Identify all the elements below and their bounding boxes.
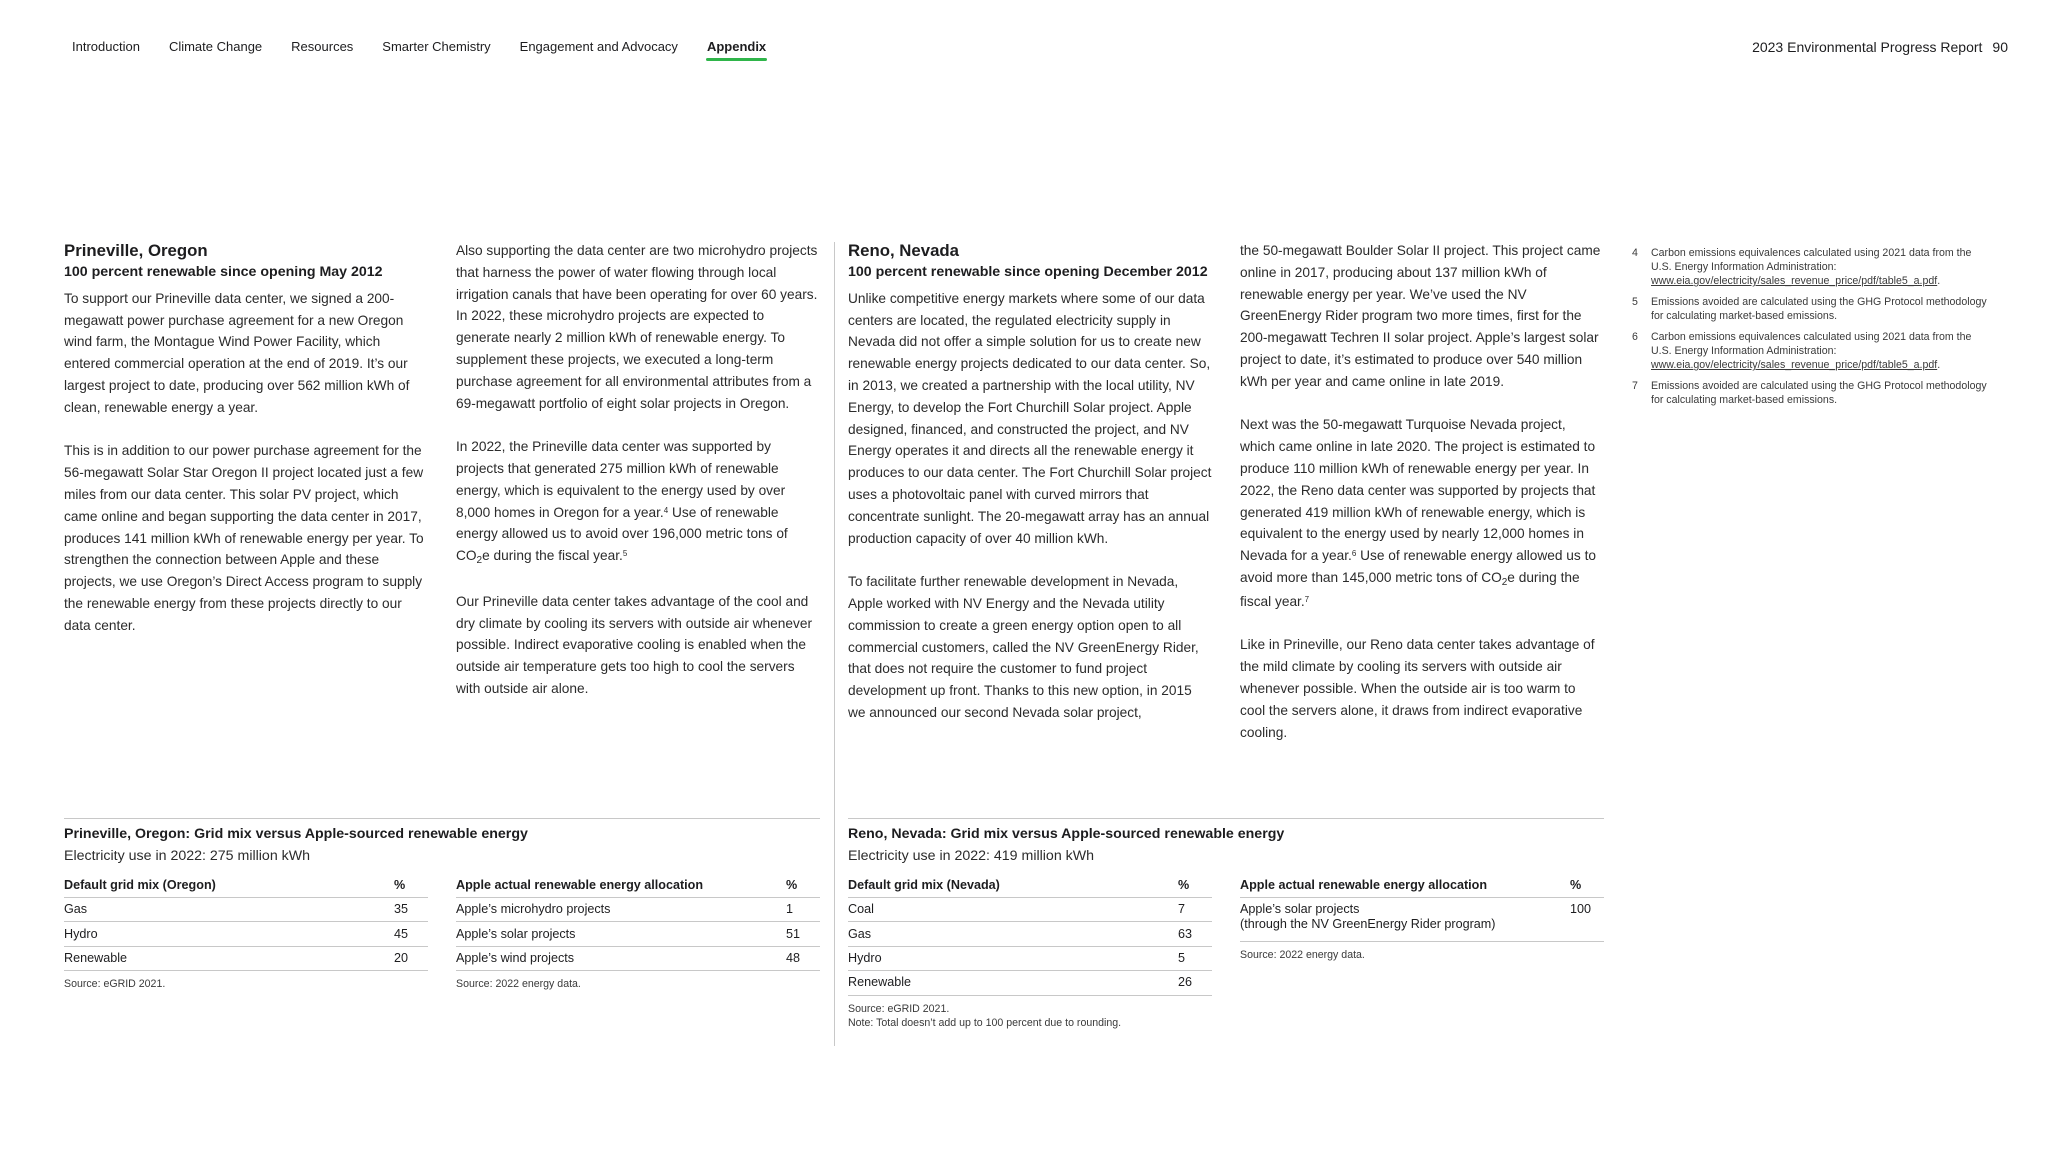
table-row [1240,898,1604,942]
row-label: Apple’s solar projects [456,926,576,941]
text-run: Use of renewable energy allowed us to avoid over 196,000 metric tons of CO [456,504,788,564]
source-line: Source: eGRID 2021. [848,1002,950,1015]
row-label: Hydro [848,950,882,965]
prineville-subheading: 100 percent renewable since opening May 2012 [64,264,383,280]
eia-link[interactable]: www.eia.gov/electricity/sales_revenue_price/pdf/table5_a.pdf [1651,359,1938,371]
top-nav [72,38,795,64]
footnote-text [1651,330,1992,372]
prineville-table-title: Prineville, Oregon: Grid mix versus Apple-sourced renewable energy [64,826,528,842]
footnote-6 [1632,330,1992,372]
table-source: Source: 2022 energy data. [1240,949,1365,961]
column-header-unit: % [1570,878,1582,892]
nav-resources[interactable]: Resources [291,39,354,54]
report-header [1752,38,2008,56]
rounding-note: Note: Total doesn’t add up to 100 percent due to rounding. [848,1016,1122,1029]
footnote-ref-4[interactable]: 4 [663,505,669,515]
reno-heading: Reno, Nevada [848,241,959,260]
prineville-column-2 [456,240,820,700]
row-value: 51 [786,926,801,941]
row-value: 63 [1178,926,1193,941]
footnote-number: 5 [1632,296,1638,308]
prineville-paragraph-2: This is in addition to our power purchase agreement for the 56-megawatt Solar Star Oregon II project located just a few miles from our data center. This solar PV project, which came online and began supporting the data center in 2017, produces 141 million kWh of renewable energy per year. To strengthen the connection between Apple and these projects, we use Oregon’s Direct Access program to supply the renewable energy from these projects directly to our data center. [64,443,424,633]
table-header-row [848,874,1212,898]
nevada-grid-mix-table [848,874,1212,1030]
column-header: Default grid mix (Oregon) [64,878,216,892]
row-label: Gas [64,902,88,917]
report-title: 2023 Environmental Progress Report [1752,39,1983,55]
table-row [64,898,428,922]
table-row [456,947,820,971]
footnote-number: 4 [1632,247,1638,259]
reno-apple-allocation-table [1240,874,1604,962]
prineville-column-1 [64,240,428,637]
prineville-heading: Prineville, Oregon [64,241,208,260]
row-value: 100 [1570,902,1592,916]
row-value: 7 [1178,902,1186,917]
footnote-text: Emissions avoided are calculated using the GHG Protocol methodology for calculating market-based emissions. [1651,380,1987,406]
row-label: Coal [848,902,874,917]
row-value: 45 [394,926,409,941]
prineville-table-subtitle: Electricity use in 2022: 275 million kWh [64,848,311,864]
reno-column-2 [1240,240,1604,743]
row-value: 35 [394,902,409,917]
text-run: Next was the 50-megawatt Turquoise Nevada project, which came online in late 2020. The project is estimated to produce 110 million kWh of renewable energy per year. In 2022, the Reno data center was supported by projects that generated 419 million kWh of renewable energy, which is equivalent to the energy used by nearly 12,000 homes in Nevada for a year. [1240,417,1596,564]
subscript-2: 2 [476,555,483,567]
page-number: 90 [1992,39,2008,55]
footnote-text: Emissions avoided are calculated using the GHG Protocol methodology for calculating market-based emissions. [1651,296,1987,322]
text-run: e during the fiscal year. [1240,569,1580,609]
reno-column-1 [848,240,1212,724]
row-label-line-1: Apple’s solar projects [1240,902,1360,916]
footnotes [1632,246,1992,414]
row-value: 26 [1178,975,1193,990]
column-header-unit: % [786,878,798,892]
column-header-unit: % [1178,878,1190,892]
prineville-paragraph-3: Also supporting the data center are two microhydro projects that harness the power of water flowing through local irrigation canals that have been operating for over 60 years. In 2022, these microhydro projects are expected to generate nearly 2 million kWh of renewable energy. To supplement these projects, we executed a long-term purchase agreement for all environmental attributes from a 69-megawatt portfolio of eight solar projects in Oregon. [456,243,818,411]
table-header-row [1240,874,1604,898]
reno-table-header [848,818,1604,867]
row-label: Gas [848,926,872,941]
column-header: Apple actual renewable energy allocation [1240,878,1488,892]
prineville-apple-allocation-table [456,874,820,991]
table-row [848,922,1212,946]
table-header-row [64,874,428,898]
nav-smarter-chemistry[interactable]: Smarter Chemistry [382,39,491,54]
row-label: Renewable [64,950,128,965]
row-label [1240,902,1570,932]
oregon-grid-mix-table [64,874,428,991]
table-source [848,1002,1212,1030]
row-value: 48 [786,950,801,965]
prineville-table-header [64,818,820,867]
column-header-unit: % [394,878,406,892]
footnote-number: 7 [1632,380,1638,392]
nav-climate-change[interactable]: Climate Change [168,39,263,54]
nav-introduction[interactable]: Introduction [72,39,140,54]
footnote-5 [1632,295,1992,323]
column-header: Apple actual renewable energy allocation [456,878,704,892]
text-run: . [1937,359,1941,371]
row-label: Renewable [848,975,912,990]
text-run: . [1937,275,1941,287]
table-source: Source: 2022 energy data. [456,978,581,991]
footnote-ref-5[interactable]: 5 [622,549,628,559]
subscript-2: 2 [1501,576,1508,588]
table-header-row [456,874,820,898]
table-row [848,898,1212,922]
reno-paragraph-1: Unlike competitive energy markets where some of our data centers are located, the regulated electricity supply in Nevada did not offer a simple solution for us to create new renewable energy projects dedicated to our data center. So, in 2013, we created a partnership with the local utility, NV Energy, to develop the Fort Churchill Solar project. Apple designed, financed, and constructed the project, and NV Energy operates it and directs all the renewable energy it produces to our data center. The Fort Churchill Solar project uses a photovoltaic panel with curved mirrors that concentrate sunlight. The 20-megawatt array has an annual production capacity of over 40 million kWh. [848,290,1212,546]
footnote-text [1651,246,1992,288]
reno-paragraph-3: the 50-megawatt Boulder Solar II project. This project came online in 2017, producing about 137 million kWh of renewable energy per year. We’ve used the NV GreenEnergy Rider program two more times, first for the 200-megawatt Techren II solar project. Apple’s largest solar project to date, it’s estimated to produce over 540 million kWh per year and came online in late 2019. [1240,243,1601,389]
text-run: Carbon emissions equivalences calculated using 2021 data from the U.S. Energy Information Administration: [1651,247,1972,273]
table-row [456,922,820,946]
row-label: Apple’s wind projects [456,950,575,965]
vertical-divider [834,242,835,1046]
text-run: Use of renewable energy allowed us to avoid more than 145,000 metric tons of CO [1240,548,1596,585]
footnote-7 [1632,379,1992,407]
eia-link[interactable]: www.eia.gov/electricity/sales_revenue_price/pdf/table5_a.pdf [1651,275,1938,287]
reno-paragraph-5: Like in Prineville, our Reno data center takes advantage of the mild climate by cooling its servers with outside air whenever possible. When the outside air is too warm to cool the servers alone, it draws from indirect evaporative cooling. [1240,637,1595,740]
row-label-line-2: (through the NV GreenEnergy Rider program) [1240,917,1496,931]
nav-engagement-advocacy[interactable]: Engagement and Advocacy [519,39,678,54]
table-row [64,922,428,946]
text-run: e during the fiscal year. [482,548,623,564]
footnote-ref-7[interactable]: 7 [1304,594,1310,604]
reno-paragraph-4 [1240,414,1604,612]
footnote-4 [1632,246,1992,288]
text-run: Carbon emissions equivalences calculated using 2021 data from the U.S. Energy Information Administration: [1651,331,1972,357]
row-label: Apple’s microhydro projects [456,902,611,917]
column-header: Default grid mix (Nevada) [848,878,1000,892]
table-row [848,947,1212,971]
row-value: 5 [1178,950,1186,965]
footnote-ref-6[interactable]: 6 [1351,549,1357,559]
row-value: 1 [786,902,794,917]
table-row [64,947,428,971]
prineville-paragraph-5: Our Prineville data center takes advantage of the cool and dry climate by cooling its servers with outside air whenever possible. Indirect evaporative cooling is enabled when the outside air temperature gets too high to cool the servers with outside air alone. [456,593,813,696]
nav-appendix[interactable]: Appendix [706,39,767,54]
reno-table-subtitle: Electricity use in 2022: 419 million kWh [848,848,1095,864]
row-label: Hydro [64,926,98,941]
prineville-paragraph-1: To support our Prineville data center, we signed a 200-megawatt power purchase agreement for a new Oregon wind farm, the Montague Wind Power Facility, which entered commercial operation at the end of 2019. It’s our largest project to date, producing over 562 million kWh of clean, renewable energy a year. [64,290,410,415]
reno-table-title: Reno, Nevada: Grid mix versus Apple-sourced renewable energy [848,826,1285,842]
reno-paragraph-2: To facilitate further renewable development in Nevada, Apple worked with NV Energy and the Nevada utility commission to create a green energy option open to all commercial customers, called the NV GreenEnergy Rider, that does not require the customer to fund project development up front. Thanks to this new option, in 2015 we announced our second Nevada solar project, [848,574,1199,720]
prineville-paragraph-4 [456,436,820,569]
row-value: 20 [394,950,409,965]
text-run: In 2022, the Prineville data center was supported by projects that generated 275 million kWh of renewable energy, which is equivalent to the energy used by over 8,000 homes in Oregon for a year. [456,439,786,520]
table-source: Source: eGRID 2021. [64,978,166,991]
table-row [848,971,1212,995]
table-row [456,898,820,922]
footnote-number: 6 [1632,331,1638,343]
reno-subheading: 100 percent renewable since opening December 2012 [848,264,1208,280]
